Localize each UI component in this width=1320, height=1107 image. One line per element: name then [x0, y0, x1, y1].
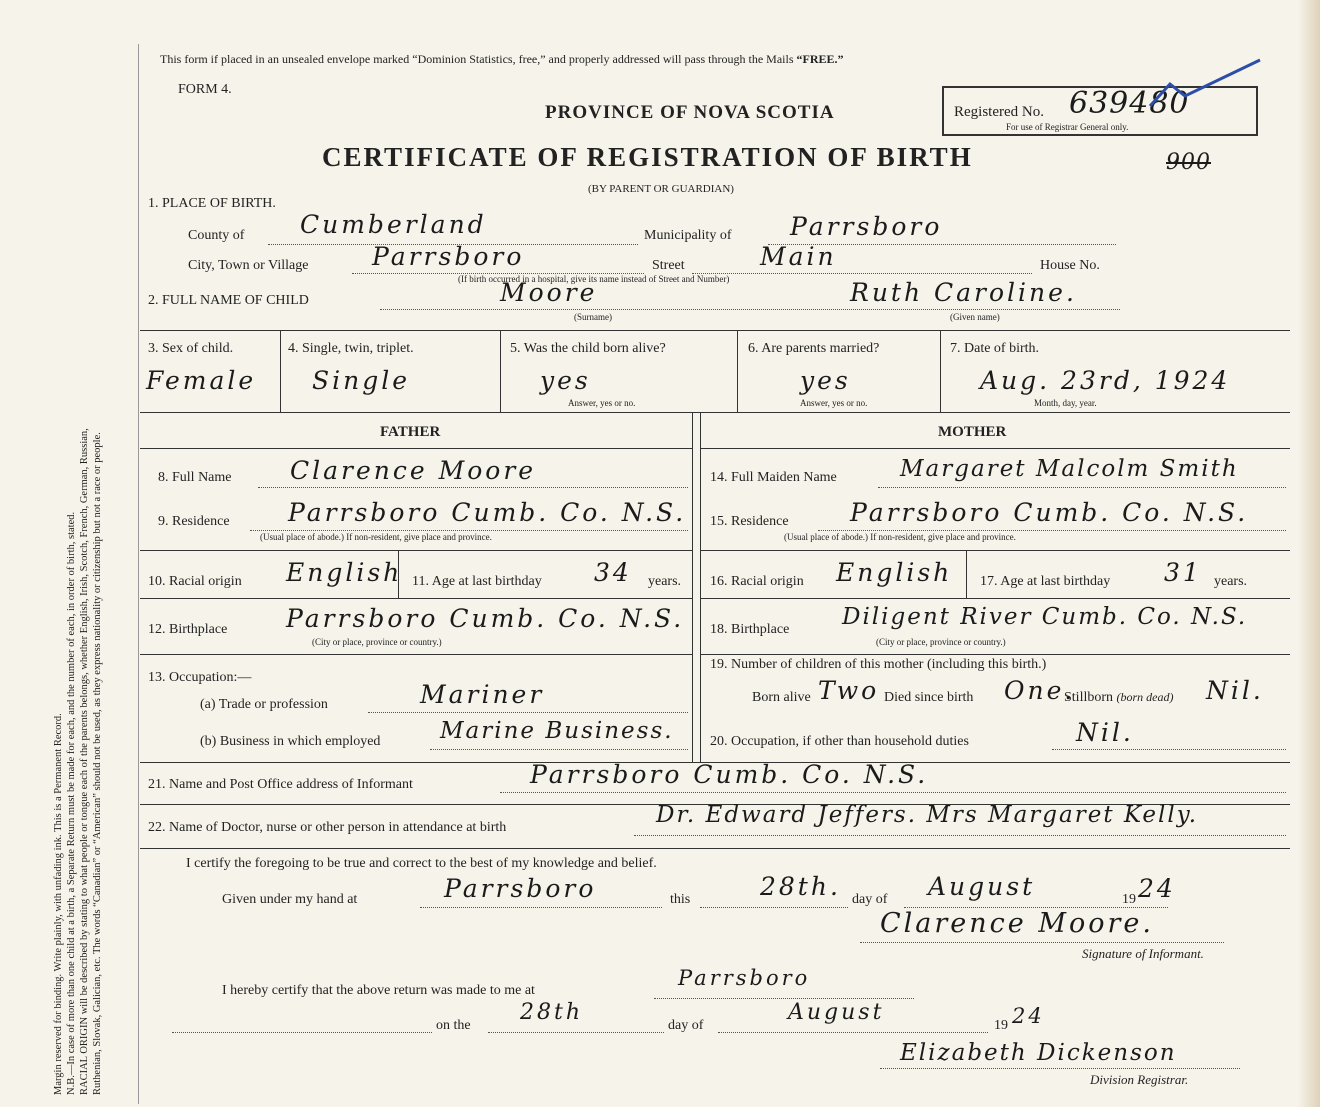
col-divider-4 [940, 330, 941, 412]
registrar-month-value: August [788, 1000, 885, 1025]
city-label: City, Town or Village [188, 258, 309, 273]
father-row-line-3 [140, 654, 692, 655]
registrar-year-value: 24 [1012, 1004, 1045, 1028]
father-residence-label: 9. Residence [158, 514, 230, 529]
form-number: FORM 4. [178, 82, 232, 97]
registered-label: Registered No. [954, 104, 1044, 120]
mother-heading-line [700, 448, 1290, 449]
father-trade-value: Mariner [420, 680, 545, 709]
street-label: Street [652, 258, 685, 273]
attendant-value: Dr. Edward Jeffers. Mrs Margaret Kelly. [656, 802, 1199, 828]
dob-caption: Month, day, year. [1034, 398, 1097, 408]
municipality-label: Municipality of [644, 228, 732, 243]
mail-free-text: “FREE.” [796, 52, 844, 66]
row-divider-top [140, 330, 1290, 331]
mother-years-label: years. [1214, 574, 1248, 589]
informant-signature-line [860, 942, 1224, 943]
mother-racial-label: 16. Racial origin [710, 574, 804, 589]
mother-age-label: 17. Age at last birthday [980, 574, 1111, 589]
father-row-line-1 [140, 550, 692, 551]
informant-signature-caption: Signature of Informant. [1082, 946, 1204, 961]
registrar-leading-line [172, 1032, 432, 1033]
child-name-line [380, 309, 1120, 310]
house-label: House No. [1040, 258, 1100, 273]
mother-name-value: Margaret Malcolm Smith [900, 456, 1239, 482]
father-occupation-label: 13. Occupation:— [148, 670, 252, 685]
given-caption: (Given name) [950, 312, 1000, 322]
father-birthplace-caption: (City or place, province or country.) [312, 637, 442, 647]
parents-married-value: yes [800, 366, 851, 395]
father-business-value: Marine Business. [440, 718, 674, 744]
father-age-value: 34 [594, 558, 632, 587]
margin-instructions [52, 35, 104, 1095]
father-abode-caption: (Usual place of abode.) If non-resident, give place and province. [260, 532, 492, 542]
died-since-birth-label: Died since birth [884, 690, 974, 705]
mother-age-divider [966, 550, 967, 598]
mother-age-value: 31 [1164, 558, 1202, 587]
informant-line [500, 792, 1286, 793]
margin-line-2: N.B.—In case of more than one child at a birth, a Separate Return must be made for each, and the number of each, in order of birth, stated. [66, 511, 77, 1095]
stillborn-label-text: Stillborn [1064, 690, 1114, 705]
binding-margin-line [138, 44, 139, 1104]
street-line [692, 273, 1032, 274]
registrar-statement: I hereby certify that the above return was made to me at [222, 983, 535, 998]
mother-occupation-value: Nil. [1076, 718, 1134, 747]
born-alive-label: 5. Was the child born alive? [510, 341, 666, 356]
registrar-use-note: For use of Registrar General only. [1006, 122, 1129, 132]
informant-label: 21. Name and Post Office address of Informant [148, 777, 413, 792]
father-trade-line [368, 712, 688, 713]
mother-abode-caption: (Usual place of abode.) If non-resident, give place and province. [784, 532, 1016, 542]
father-residence-line [250, 530, 688, 531]
stamp-number: 900 [1166, 150, 1211, 175]
born-alive-count-value: Two [818, 676, 880, 705]
stillborn-value: Nil. [1206, 676, 1264, 705]
mother-occupation-line [1052, 749, 1286, 750]
father-years-label: years. [648, 574, 682, 589]
child-name-label: 2. FULL NAME OF CHILD [148, 293, 309, 308]
registrar-day-line [488, 1032, 664, 1033]
father-age-divider [398, 550, 399, 598]
margin-line-4: Ruthenian, Slovak, Galician, etc. The words “Canadian” or “American” should not be used, as they express nationality or citizenship but not a race or people. [92, 432, 103, 1095]
mother-row-line-2 [700, 598, 1290, 599]
blue-ink-checkmark [1140, 54, 1270, 114]
aged-paper-edge [1298, 0, 1320, 1107]
hospital-note: (If birth occurred in a hospital, give its name instead of Street and Number) [458, 274, 730, 284]
given-year-value: 24 [1138, 874, 1176, 903]
col-divider-2 [500, 330, 501, 412]
registrar-signature-line [880, 1068, 1240, 1069]
father-heading-line [140, 448, 692, 449]
parents-divider-a [692, 412, 693, 762]
parents-married-label: 6. Are parents married? [748, 341, 880, 356]
father-age-label: 11. Age at last birthday [412, 574, 542, 589]
mother-residence-value: Parrsboro Cumb. Co. N.S. [850, 498, 1249, 527]
sex-label: 3. Sex of child. [148, 341, 234, 356]
mail-notice-text: This form if placed in an unsealed envelope marked “Dominion Statistics, free,” and properly addressed will pass through the Mails [160, 52, 794, 66]
stillborn-label [1064, 690, 1174, 706]
certificate-title: CERTIFICATE OF REGISTRATION OF BIRTH [322, 142, 973, 172]
day-of-label: day of [852, 892, 888, 907]
attendant-line [634, 835, 1286, 836]
father-name-value: Clarence Moore [290, 456, 537, 485]
dob-label: 7. Date of birth. [950, 341, 1040, 356]
registrar-month-line [718, 1032, 988, 1033]
row-divider-certification [140, 848, 1290, 849]
attendant-label: 22. Name of Doctor, nurse or other person in attendance at birth [148, 820, 507, 835]
mother-heading: MOTHER [938, 424, 1007, 440]
father-racial-label: 10. Racial origin [148, 574, 242, 589]
registrar-day-value: 28th [520, 1000, 584, 1025]
row-divider-parents [140, 412, 1290, 413]
father-birthplace-label: 12. Birthplace [148, 622, 228, 637]
mother-birthplace-value: Diligent River Cumb. Co. N.S. [842, 604, 1248, 630]
registrar-on-label: on the [436, 1018, 471, 1033]
given-day-value: 28th. [760, 872, 841, 901]
mother-row-line-3 [700, 654, 1290, 655]
mother-name-label: 14. Full Maiden Name [710, 470, 837, 485]
registered-number: 639480 [1069, 86, 1190, 121]
certification-statement: I certify the foregoing to be true and correct to the best of my knowledge and belief. [186, 856, 657, 871]
father-heading: FATHER [380, 424, 441, 440]
mother-children-label: 19. Number of children of this mother (including this birth.) [710, 657, 1047, 672]
father-name-line [258, 487, 688, 488]
registrar-day-of-label: day of [668, 1018, 704, 1033]
certificate-subtitle: (BY PARENT OR GUARDIAN) [588, 183, 734, 195]
registrar-caption: Division Registrar. [1090, 1072, 1189, 1087]
father-name-label: 8. Full Name [158, 470, 232, 485]
father-trade-label: (a) Trade or profession [200, 697, 328, 712]
multiple-birth-value: Single [312, 366, 411, 395]
mother-birthplace-caption: (City or place, province or country.) [876, 637, 1006, 647]
informant-signature: Clarence Moore. [880, 908, 1154, 939]
mother-row-line-1 [700, 550, 1290, 551]
parents-divider-b [700, 412, 701, 762]
county-value: Cumberland [300, 210, 487, 239]
county-label: County of [188, 228, 245, 243]
given-month-value: August [928, 872, 1036, 901]
father-business-line [430, 749, 688, 750]
registrar-place-line [654, 998, 914, 999]
child-given-name: Ruth Caroline. [850, 278, 1077, 307]
given-year-prefix: 19 [1122, 892, 1136, 907]
municipality-value: Parrsboro [790, 212, 943, 241]
mother-name-line [878, 487, 1286, 488]
mother-residence-line [818, 530, 1286, 531]
registrar-place-value: Parrsboro [678, 966, 811, 990]
registrar-signature: Elizabeth Dickenson [900, 1040, 1177, 1066]
mail-notice [160, 52, 844, 67]
born-alive-count-label: Born alive [752, 690, 811, 705]
given-under-hand-label: Given under my hand at [222, 892, 358, 907]
child-surname: Moore [500, 278, 598, 307]
mother-residence-label: 15. Residence [710, 514, 789, 529]
this-label: this [670, 892, 691, 907]
dob-value: Aug. 23rd, 1924 [980, 366, 1231, 395]
father-birthplace-value: Parrsboro Cumb. Co. N.S. [286, 604, 685, 633]
born-alive-value: yes [540, 366, 591, 395]
mother-racial-value: English [836, 558, 953, 587]
mother-occupation-label: 20. Occupation, if other than household duties [710, 734, 969, 749]
father-row-line-2 [140, 598, 692, 599]
city-value: Parrsboro [372, 242, 525, 271]
multiple-birth-label: 4. Single, twin, triplet. [288, 341, 414, 356]
died-since-birth-value: One. [1004, 676, 1076, 705]
margin-line-1: Margin reserved for binding. Write plainly, with unfading ink. This is a Permanent Record. [53, 713, 64, 1095]
registrar-year-prefix: 19 [994, 1018, 1008, 1033]
parents-married-caption: Answer, yes or no. [800, 398, 868, 408]
father-racial-value: English [286, 558, 403, 587]
street-value: Main [760, 242, 837, 271]
stillborn-note: (born dead) [1116, 690, 1174, 704]
col-divider-1 [280, 330, 281, 412]
given-day-line [700, 907, 848, 908]
sex-value: Female [146, 366, 257, 395]
mother-birthplace-label: 18. Birthplace [710, 622, 790, 637]
surname-caption: (Surname) [574, 312, 612, 322]
place-section-label: 1. PLACE OF BIRTH. [148, 196, 276, 211]
col-divider-3 [737, 330, 738, 412]
given-place-value: Parrsboro [444, 874, 597, 903]
father-business-label: (b) Business in which employed [200, 734, 381, 749]
father-residence-value: Parrsboro Cumb. Co. N.S. [288, 498, 687, 527]
margin-line-3: RACIAL ORIGIN will be described by stating to what people or tongue each of the parents belongs, whether English, Irish, Scotch, French, German, Russian, [79, 428, 90, 1095]
born-alive-caption: Answer, yes or no. [568, 398, 636, 408]
province-heading: PROVINCE OF NOVA SCOTIA [545, 102, 835, 123]
given-place-line [420, 907, 662, 908]
informant-value: Parrsboro Cumb. Co. N.S. [530, 760, 929, 789]
